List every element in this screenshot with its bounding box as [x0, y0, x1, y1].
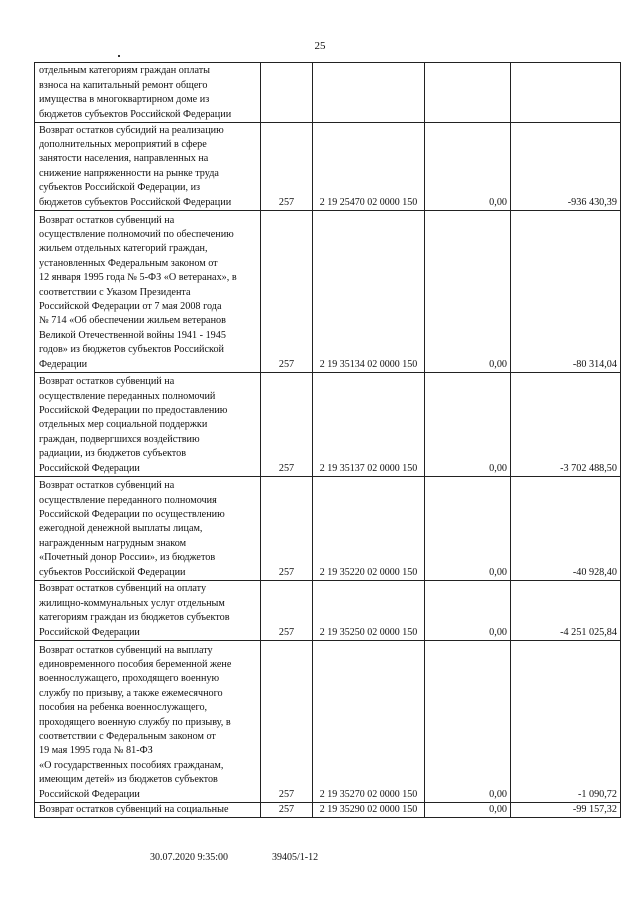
row-name: Возврат остатков субвенций на социальные: [35, 803, 261, 818]
row-admin-code: 257: [261, 123, 313, 211]
row-value-1: 0,00: [425, 803, 511, 818]
row-budget-code: 2 19 35290 02 0000 150: [313, 803, 425, 818]
row-name: Возврат остатков субвенций на осуществление полномочий по обеспечению жильем отдельных категорий граждан, установленных Федеральным законом от 12 января 1995 года № 5-ФЗ «О ветеранах», в соответствии с Указом Президента Российской Федерации от 7 мая 2008 года № 714 «Об обеспечении жильем ветеранов Великой Отечественной войны 1941 - 1945 годов» из бюджетов субъектов Российской Федерации: [35, 211, 261, 373]
row-value-2: -80 314,04: [511, 211, 621, 373]
row-value-2: [511, 63, 621, 123]
row-value-2: -1 090,72: [511, 641, 621, 803]
table-row: [35, 581, 621, 641]
row-value-1: 0,00: [425, 641, 511, 803]
table-row: [35, 373, 621, 477]
row-name: отдельным категориям граждан оплаты взноса на капитальный ремонт общего имущества в многоквартирном доме из бюджетов субъектов Российской Федерации: [35, 63, 261, 123]
print-timestamp: 30.07.2020 9:35:00: [150, 852, 229, 863]
row-value-1: 0,00: [425, 123, 511, 211]
document-id: 39405/1-12: [272, 852, 319, 863]
row-name: Возврат остатков субвенций на осуществление переданных полномочий Российской Федерации по предоставлению отдельных мер социальной поддержки граждан, подвергшихся воздействию радиации, из бюджетов субъектов Российской Федерации: [35, 373, 261, 477]
table-row: [35, 803, 621, 818]
row-name: Возврат остатков субсидий на реализацию дополнительных мероприятий в сфере занятости населения, направленных на снижение напряженности на рынке труда субъектов Российской Федерации, из бюджетов субъектов Российской Федерации: [35, 123, 261, 211]
row-budget-code: 2 19 25470 02 0000 150: [313, 123, 425, 211]
row-value-1: [425, 63, 511, 123]
row-name: Возврат остатков субвенций на выплату единовременного пособия беременной жене военнослужащего, проходящего военную службу по призыву, а также ежемесячного пособия на ребенка военнослужащего, проходящего военную службу по призыву, в соответствии с Федеральным законом от 19 мая 1995 года № 81-ФЗ «О государственных пособиях гражданам, имеющим детей» из бюджетов субъектов Российской Федерации: [35, 641, 261, 803]
row-admin-code: 257: [261, 211, 313, 373]
row-admin-code: 257: [261, 581, 313, 641]
row-budget-code: 2 19 35137 02 0000 150: [313, 373, 425, 477]
budget-table: [34, 62, 621, 818]
row-admin-code: 257: [261, 373, 313, 477]
table-row: [35, 123, 621, 211]
row-name: Возврат остатков субвенций на оплату жилищно-коммунальных услуг отдельным категориям граждан из бюджетов субъектов Российской Федерации: [35, 581, 261, 641]
row-value-1: 0,00: [425, 211, 511, 373]
row-value-1: 0,00: [425, 477, 511, 581]
row-budget-code: 2 19 35270 02 0000 150: [313, 641, 425, 803]
row-admin-code: 257: [261, 641, 313, 803]
scan-mark: [118, 55, 120, 57]
row-value-2: -4 251 025,84: [511, 581, 621, 641]
page-number: 25: [314, 40, 326, 52]
row-admin-code: 257: [261, 803, 313, 818]
row-value-2: -3 702 488,50: [511, 373, 621, 477]
row-admin-code: [261, 63, 313, 123]
table-row: [35, 477, 621, 581]
row-value-2: -99 157,32: [511, 803, 621, 818]
row-name: Возврат остатков субвенций на осуществление переданного полномочия Российской Федерации по осуществлению ежегодной денежной выплаты лицам, награжденным нагрудным знаком «Почетный донор России», из бюджетов субъектов Российской Федерации: [35, 477, 261, 581]
table-row: [35, 63, 621, 123]
table-row: [35, 211, 621, 373]
row-budget-code: [313, 63, 425, 123]
row-value-2: -40 928,40: [511, 477, 621, 581]
row-budget-code: 2 19 35220 02 0000 150: [313, 477, 425, 581]
row-budget-code: 2 19 35134 02 0000 150: [313, 211, 425, 373]
row-admin-code: 257: [261, 477, 313, 581]
row-budget-code: 2 19 35250 02 0000 150: [313, 581, 425, 641]
table-row: [35, 641, 621, 803]
row-value-1: 0,00: [425, 373, 511, 477]
row-value-2: -936 430,39: [511, 123, 621, 211]
row-value-1: 0,00: [425, 581, 511, 641]
